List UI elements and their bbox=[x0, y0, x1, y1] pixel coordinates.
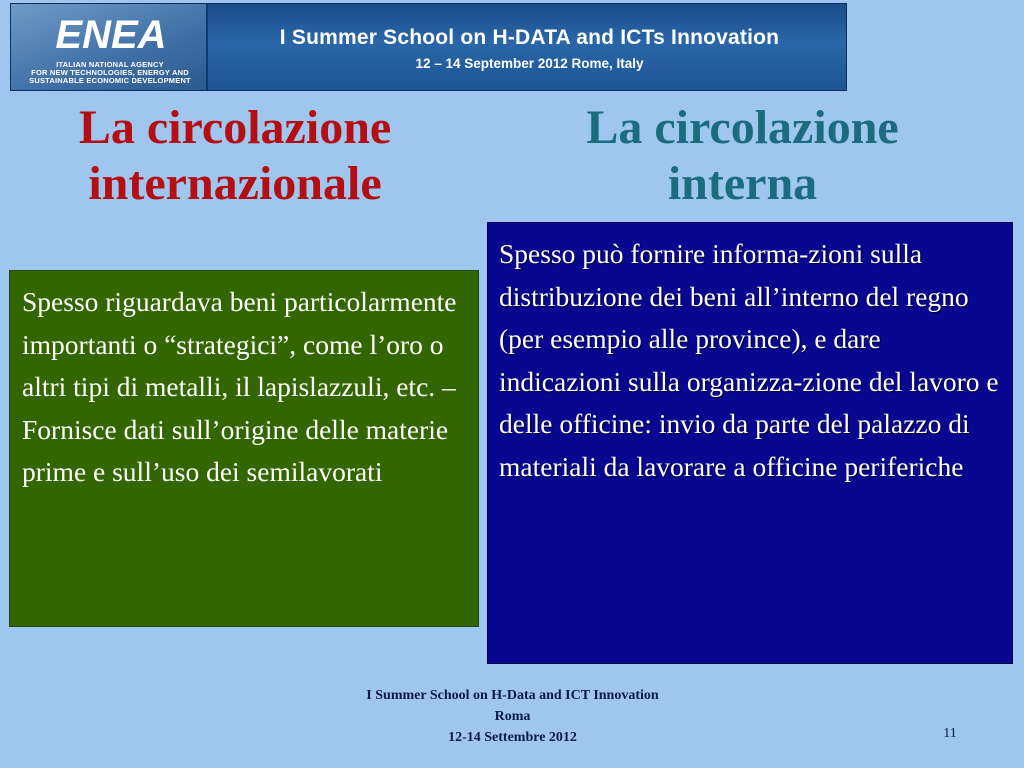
page-number: 11 bbox=[943, 726, 957, 741]
logo-caption-line: ITALIAN NATIONAL AGENCY bbox=[56, 60, 164, 69]
logo-text: ENEA bbox=[55, 13, 167, 54]
footer bbox=[290, 685, 735, 748]
footer-line-dates: 12-14 Settembre 2012 bbox=[448, 730, 577, 745]
header-banner bbox=[10, 3, 847, 91]
logo-caption-line: FOR NEW TECHNOLOGIES, ENERGY AND bbox=[31, 68, 189, 77]
international-text-box: Spesso riguardava beni particolarmente importanti o “strategici”, come l’oro o altri tipi di metalli, il lapislazzuli, etc. – Fornisce dati sull’origine delle materie prime e sull’uso dei semilavorati bbox=[9, 270, 479, 627]
enea-logo bbox=[11, 4, 208, 90]
heading-internal: La circolazione interna bbox=[586, 101, 899, 210]
banner-subtitle: 12 – 14 September 2012 Rome, Italy bbox=[415, 56, 644, 71]
enea-logo-icon bbox=[29, 12, 194, 54]
footer-line-title: I Summer School on H-Data and ICT Innovation bbox=[366, 688, 659, 703]
logo-caption bbox=[15, 61, 205, 85]
logo-caption-line: SUSTAINABLE ECONOMIC DEVELOPMENT bbox=[29, 76, 191, 85]
internal-text-box: Spesso può fornire informa-zioni sulla distribuzione dei beni all’interno del regno (per esempio alle province), e dare indicazioni sulla organizza-zione del lavoro e delle officine: invio da parte del palazzo di materiali da lavorare a officine periferiche bbox=[487, 222, 1013, 664]
footer-line-city: Roma bbox=[494, 709, 531, 724]
banner-title: I Summer School on H-DATA and ICTs Innovation bbox=[279, 26, 780, 49]
heading-international: La circolazione internazionale bbox=[78, 101, 392, 210]
